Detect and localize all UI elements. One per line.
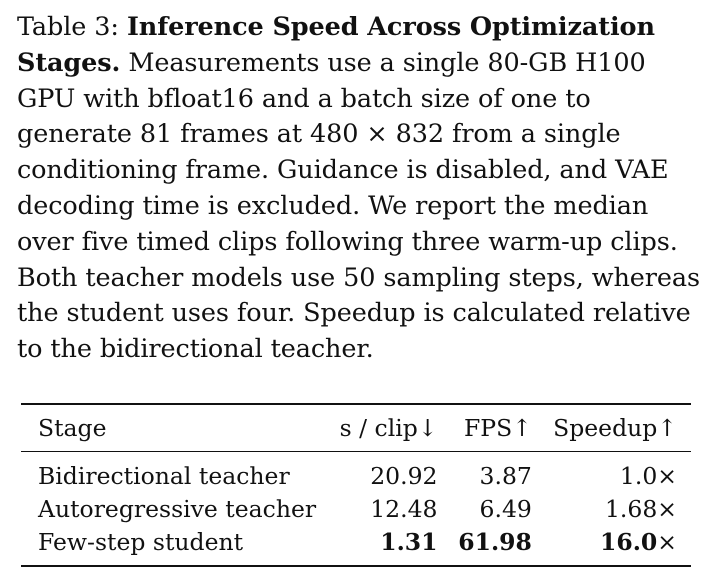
speedup-unit: × xyxy=(657,461,677,490)
row-s-clip: 1.31 xyxy=(329,525,448,566)
table-caption xyxy=(17,10,707,368)
table-row xyxy=(21,525,691,566)
speedup-unit: × xyxy=(657,494,677,523)
caption-label: Table 3: xyxy=(17,12,119,42)
header-s-clip: s / clip↓ xyxy=(329,404,448,452)
table-row xyxy=(21,452,691,493)
row-speedup xyxy=(542,525,691,566)
speedup-unit: × xyxy=(657,527,677,556)
row-speedup xyxy=(542,452,691,493)
header-speedup: Speedup↑ xyxy=(542,404,691,452)
results-table-container xyxy=(21,403,691,567)
row-fps: 3.87 xyxy=(479,461,532,490)
row-fps: 6.49 xyxy=(479,494,532,523)
caption-title: Inference Speed Across Optimization Stages. xyxy=(17,12,655,78)
row-fps: 61.98 xyxy=(448,525,542,566)
row-s-clip: 12.48 xyxy=(370,494,438,523)
row-speedup xyxy=(542,492,691,525)
table-body xyxy=(21,452,691,567)
table-header xyxy=(21,404,691,452)
caption-body: Measurements use a single 80-GB H100 GPU with bfloat16 and a batch size of one to generate 81 frames at 480 × 832 from a single conditioning frame. Guidance is disabled, and VAE decoding time is excluded. We report the median over five timed clips following three warm-up clips. Both teacher models use 50 sampling steps, whereas the student uses four. Speedup is calculated relative to the bidirectional teacher. xyxy=(17,47,700,365)
speedup-value: 16.0 xyxy=(600,527,658,556)
row-stage: Few-step student xyxy=(21,525,329,566)
row-stage: Autoregressive teacher xyxy=(38,494,317,523)
table-row xyxy=(21,492,691,525)
header-row xyxy=(21,404,691,452)
speedup-value: 1.68 xyxy=(604,494,658,523)
row-stage: Bidirectional teacher xyxy=(38,461,290,490)
header-stage: Stage xyxy=(21,404,329,452)
row-s-clip: 20.92 xyxy=(370,461,438,490)
inference-speed-table xyxy=(21,403,691,567)
speedup-value: 1.0 xyxy=(619,461,658,490)
header-fps: FPS↑ xyxy=(448,404,542,452)
